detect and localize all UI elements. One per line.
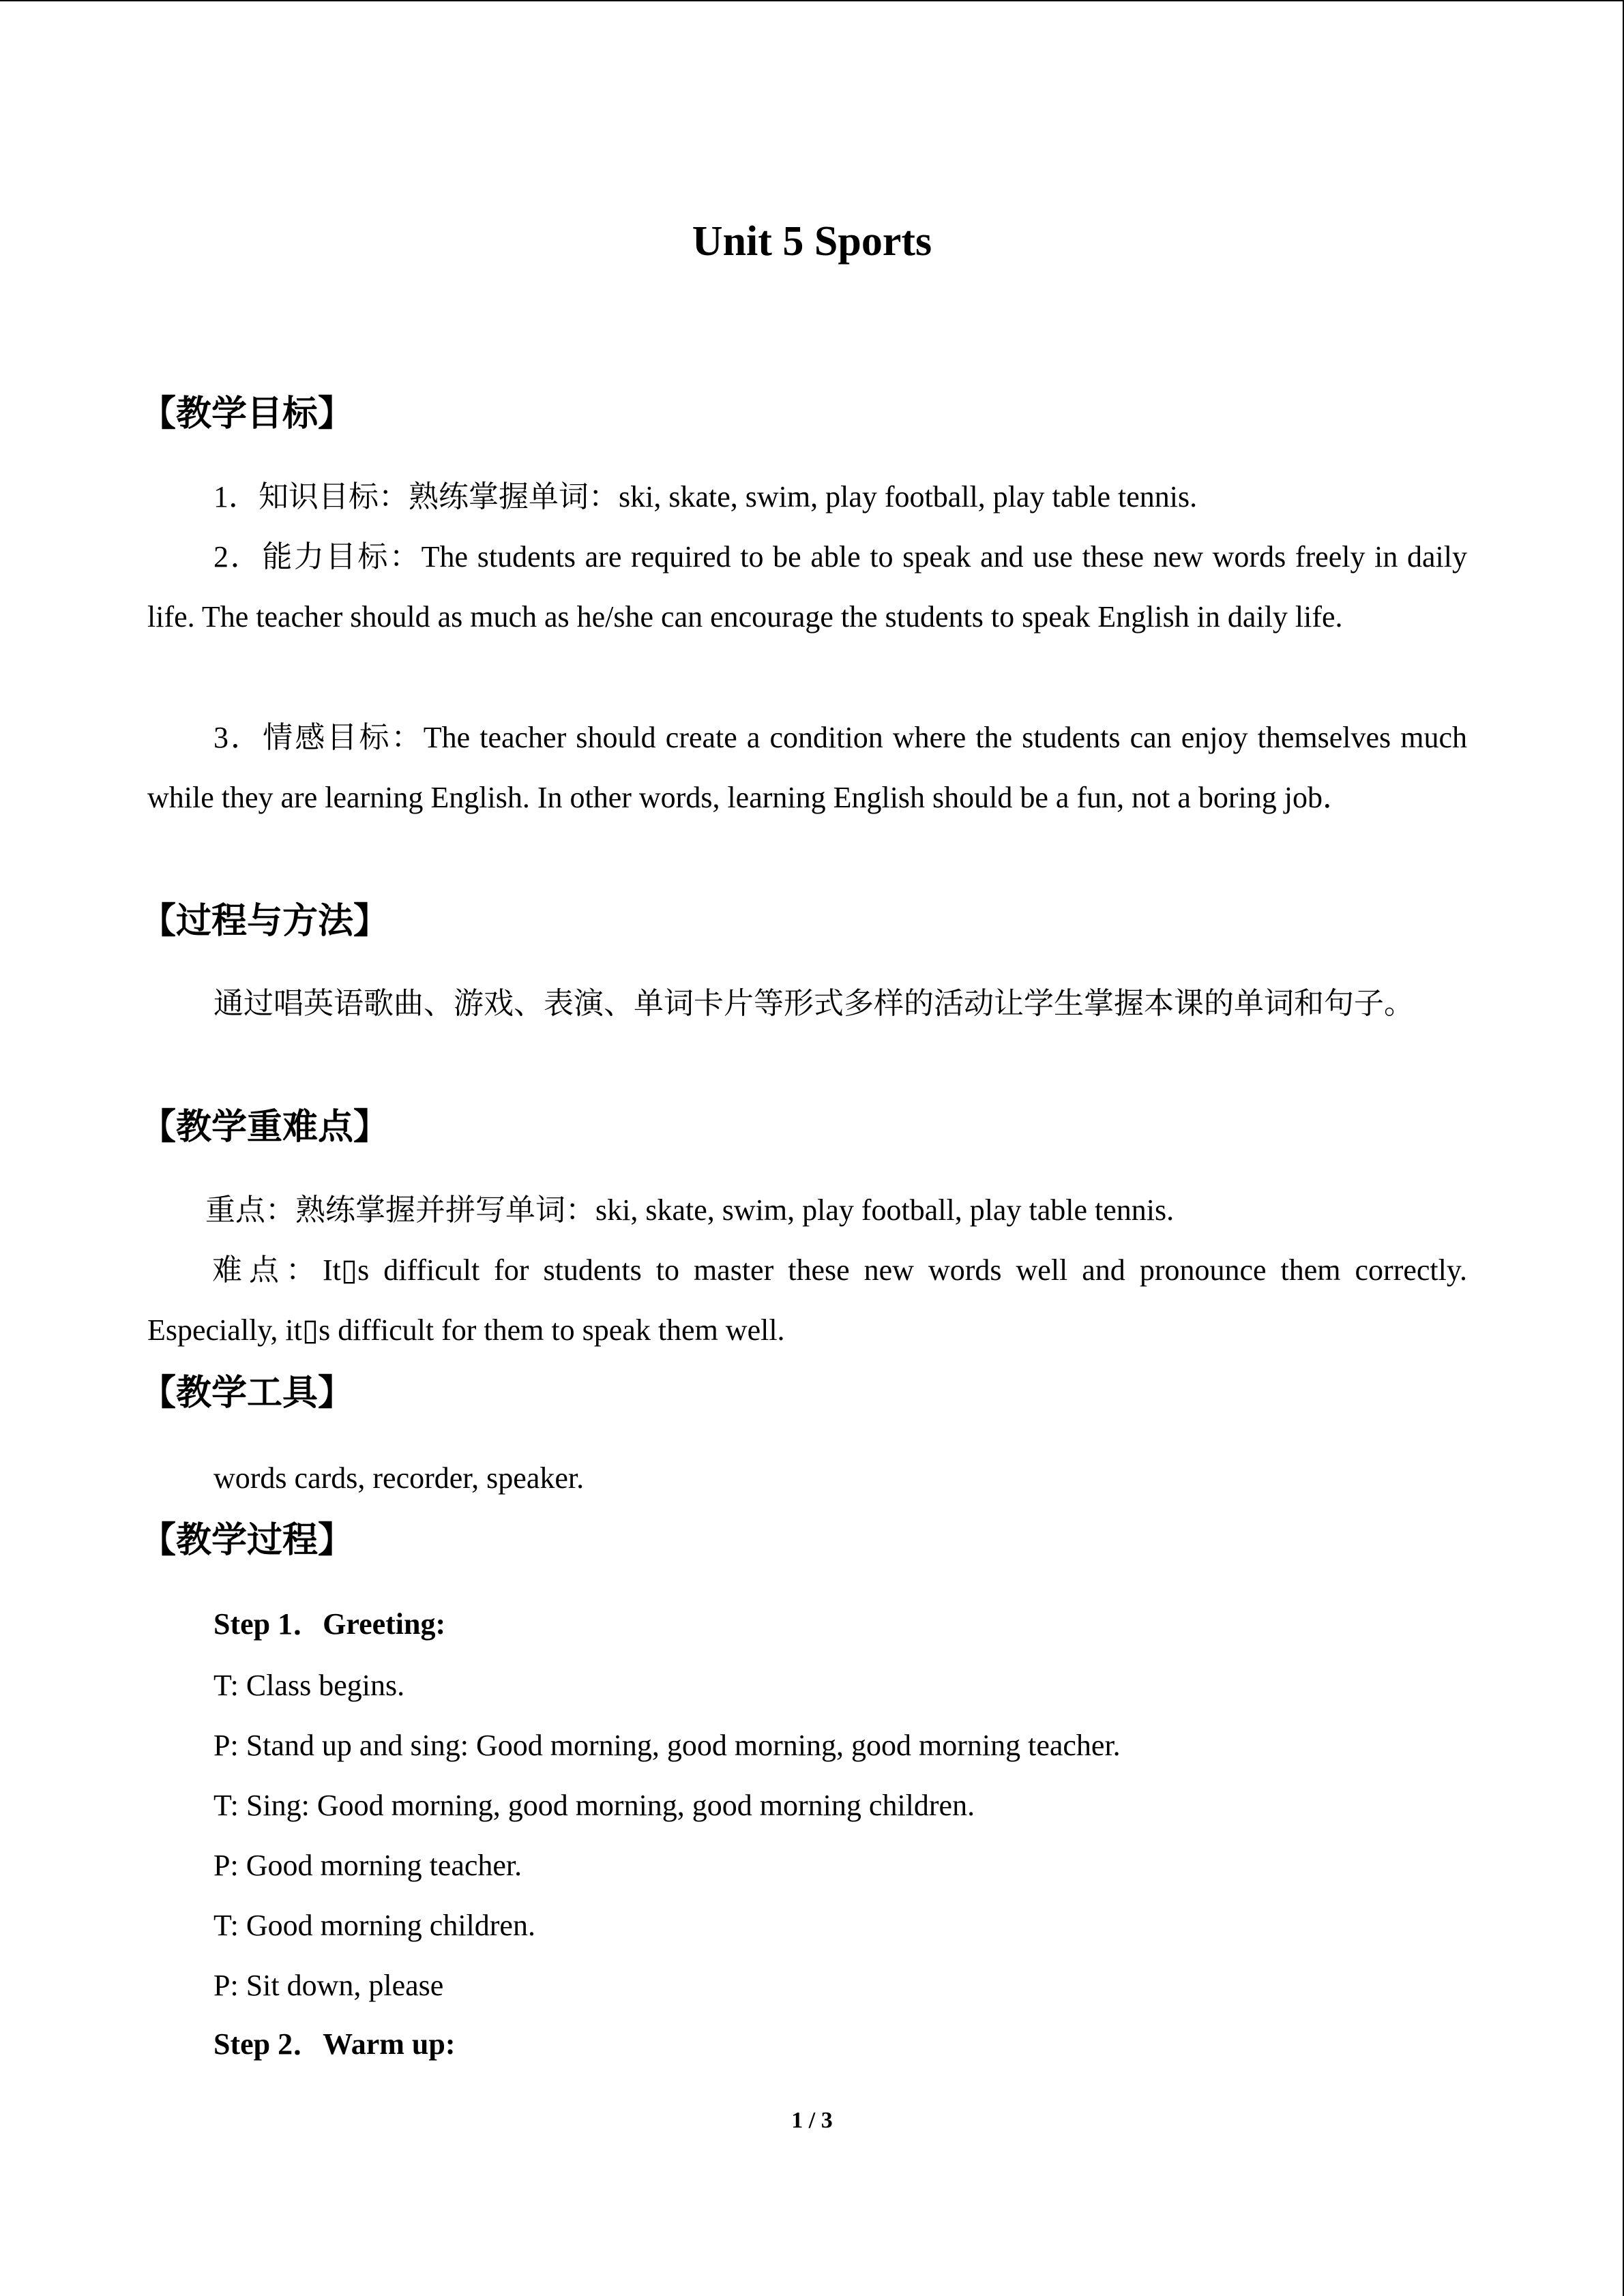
key-point-text: 重点：熟练掌握并拼写单词：ski, skate, swim, play football, play table tennis. [205,1193,1175,1227]
dialogue-line: P: Sit down, please [213,1969,444,2002]
heading-objectives: 【教学目标】 [141,393,354,434]
tools-text: words cards, recorder, speaker. [213,1461,585,1495]
difficult-point-text: 难点：It▯s difficult for students to master these new words well and pronounce them correctly. Especially, it▯s difficult for them to speak them well. [147,1253,1467,1347]
objective-item-3: 3．情感目标：The teacher should create a condition where the students can enjoy themselves much while they are learning English. In other words, learning English should be a fun, not a boring job． [147,721,1467,814]
dialogue-line: P: Good morning teacher. [213,1849,522,1882]
dialogue-line: T: Sing: Good morning, good morning, good morning children. [213,1789,975,1822]
heading-process-methods: 【过程与方法】 [141,901,389,942]
dialogue-line: P: Stand up and sing: Good morning, good morning, good morning teacher. [213,1729,1121,1762]
dialogue-line: T: Class begins. [213,1669,405,1702]
page-number: 1 / 3 [791,2108,833,2133]
objective-item-2: 2．能力目标：The students are required to be able to speak and use these new words freely in daily life. The teacher should as much as he/she can encourage the students to speak English in daily life. [147,540,1467,633]
objective-item-1: 1．知识目标：熟练掌握单词：ski, skate, swim, play football, play table tennis. [213,480,1198,513]
document-title: Unit 5 Sports [692,218,932,265]
step-1-title: Step 1．Greeting: [213,1607,446,1641]
process-methods-text: 通过唱英语歌曲、游戏、表演、单词卡片等形式多样的活动让学生掌握本课的单词和句子。 [213,987,1414,1020]
step-2-title: Step 2．Warm up: [213,2027,456,2061]
dialogue-line: T: Good morning children. [213,1909,535,1942]
heading-key-points: 【教学重难点】 [141,1107,389,1148]
heading-tools: 【教学工具】 [141,1373,354,1414]
heading-procedure: 【教学过程】 [141,1520,354,1561]
